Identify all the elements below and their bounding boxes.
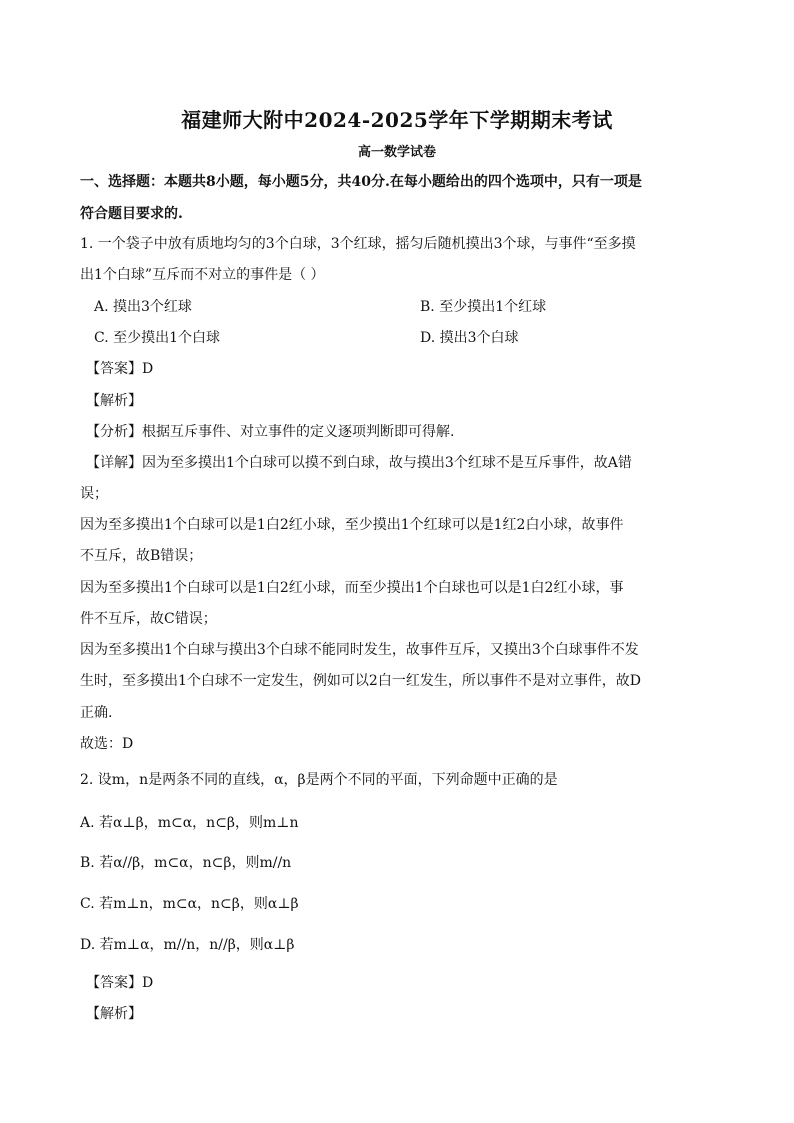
q1-detail-line-6: 件不互斥，故C错误；: [80, 611, 217, 627]
q2-option-d: D. 若m⊥α，m//n，n//β，则α⊥β: [80, 937, 295, 953]
q1-analysis-label: 【解析】: [86, 393, 142, 409]
q1-detail-line-2: 误；: [80, 486, 108, 502]
q2-option-a: A. 若α⊥β，m⊂α，n⊂β，则m⊥n: [80, 815, 299, 831]
page-subtitle: 高一数学试卷: [357, 145, 436, 160]
page-title: 福建师大附中2024-2025学年下学期期末考试: [181, 108, 613, 132]
q1-detail-line-5: 因为至多摸出1个白球可以是1白2红小球，而至少摸出1个白球也可以是1白2红小球，事: [80, 580, 624, 596]
q1-option-a: A. 摸出3个红球: [94, 299, 192, 315]
q2-answer: 【答案】D: [86, 975, 154, 991]
q1-conclusion: 故选：D: [80, 736, 134, 752]
q1-analysis-summary: 【分析】根据互斥事件、对立事件的定义逐项判断即可得解.: [86, 424, 455, 440]
q2-option-b: B. 若α//β，m⊂α，n⊂β，则m//n: [80, 855, 292, 871]
q2-option-c: C. 若m⊥n，m⊂α，n⊂β，则α⊥β: [80, 896, 299, 912]
q1-stem-line-1: 1. 一个袋子中放有质地均匀的3个白球，3个红球，摇匀后随机摸出3个球，与事件“至多摸: [80, 236, 636, 252]
q1-option-b: B. 至少摸出1个红球: [420, 299, 547, 315]
q1-stem-line-2: 出1个白球”互斥而不对立的事件是（ ）: [80, 267, 325, 283]
q1-detail-line-3: 因为至多摸出1个白球可以是1白2红小球，至少摸出1个红球可以是1红2白小球，故事件: [80, 517, 624, 533]
q1-option-c: C. 至少摸出1个白球: [94, 330, 221, 346]
section-heading-line-1: 一、选择题：本题共8小题，每小题5分，共40分.在每小题给出的四个选项中，只有一项是: [80, 174, 642, 190]
q2-analysis-label: 【解析】: [86, 1006, 142, 1022]
q2-stem: 2. 设m，n是两条不同的直线，α，β是两个不同的平面，下列命题中正确的是: [80, 772, 558, 788]
q1-option-d: D. 摸出3个白球: [420, 330, 519, 346]
section-heading-line-2: 符合题目要求的.: [80, 206, 183, 222]
q1-detail-line-9: 正确.: [80, 705, 113, 721]
q1-detail-line-8: 生时，至多摸出1个白球不一定发生，例如可以2白一红发生，所以事件不是对立事件，故D: [80, 673, 642, 689]
q1-detail-line-7: 因为至多摸出1个白球与摸出3个白球不能同时发生，故事件互斥，又摸出3个白球事件不发: [80, 642, 639, 658]
q1-answer: 【答案】D: [86, 361, 154, 377]
q1-detail-line-4: 不互斥，故B错误；: [80, 548, 203, 564]
q1-detail-line-1: 【详解】因为至多摸出1个白球可以摸不到白球，故与摸出3个红球不是互斥事件，故A错: [86, 455, 632, 471]
